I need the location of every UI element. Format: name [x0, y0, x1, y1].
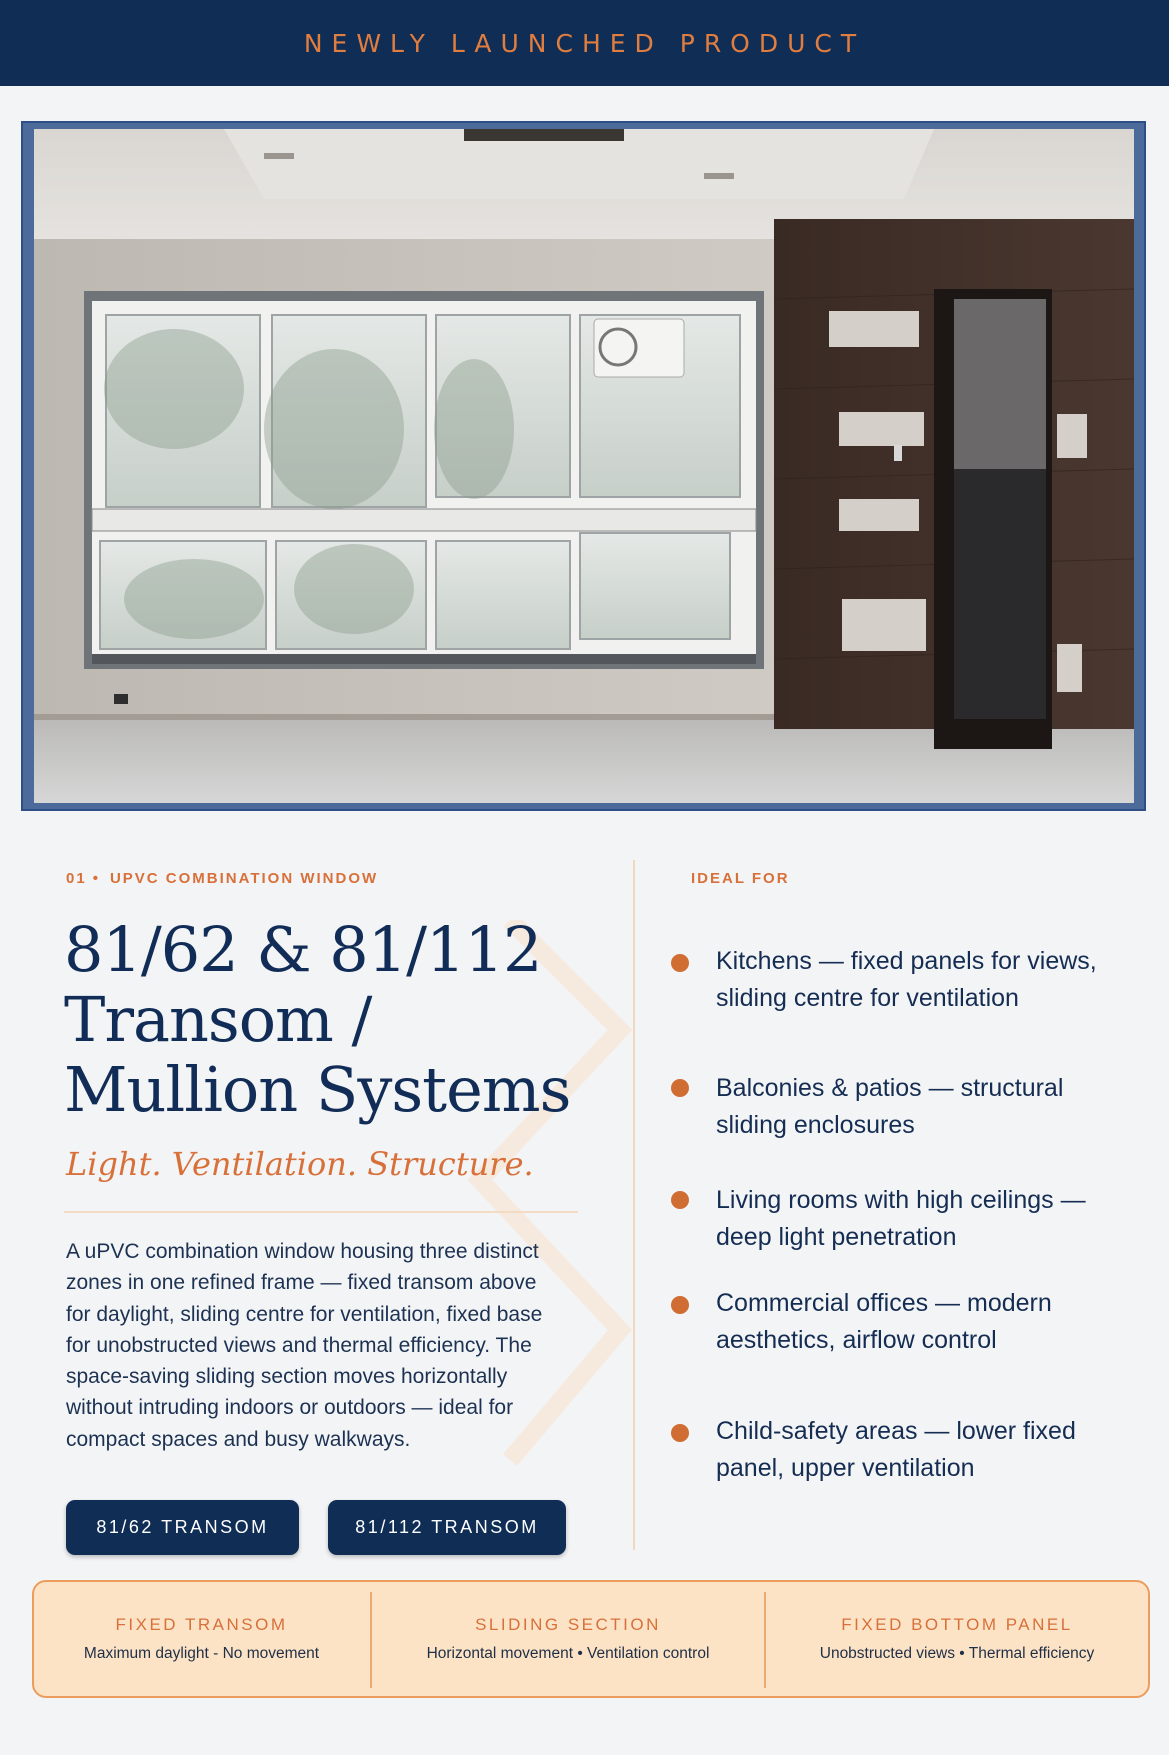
ideal-item-kitchens: Kitchens — fixed panels for views, sliding centre for ventilation: [716, 947, 1097, 1012]
feature-title: FIXED TRANSOM: [115, 1615, 288, 1634]
feature-subtitle: Horizontal movement • Ventilation control: [426, 1645, 710, 1662]
title-line-1: 81/62 & 81/112: [64, 913, 542, 986]
ideal-item-living-rooms: Living rooms with high ceilings — deep light penetration: [716, 1186, 1086, 1251]
feature-fixed-bottom-panel: [766, 1582, 1148, 1696]
features-panel: [32, 1580, 1150, 1698]
bullet-icon: [671, 1079, 689, 1097]
product-category: UPVC COMBINATION WINDOW: [109, 870, 379, 887]
product-eyebrow: [66, 870, 378, 887]
bullet-icon: [671, 954, 689, 972]
feature-subtitle: Unobstructed views • Thermal efficiency: [819, 1645, 1095, 1662]
feature-fixed-transom: [34, 1582, 369, 1696]
feature-subtitle: Maximum daylight - No movement: [83, 1645, 320, 1662]
bullet-icon: [671, 1424, 689, 1442]
ideal-item-child-safety: Child-safety areas — lower fixed panel, upper ventilation: [716, 1417, 1076, 1482]
bullet-icon: [671, 1191, 689, 1209]
eyebrow-separator: •: [92, 870, 100, 887]
section-divider: [64, 1211, 578, 1213]
ideal-item-balconies: Balconies & patios — structural sliding enclosures: [716, 1074, 1064, 1139]
title-line-2: Transom /: [64, 983, 372, 1056]
product-description: A uPVC combination window housing three distinct zones in one refined frame — fixed transom above for daylight, sliding centre for ventilation, fixed base for unobstructed views and thermal efficiency. The space-saving sliding section moves horizontally without intruding indoors or outdoors — ideal for compact spaces and busy walkways.: [66, 1240, 543, 1451]
ideal-for-label: IDEAL FOR: [691, 870, 790, 887]
product-number: 01: [66, 870, 87, 887]
column-divider: [633, 860, 635, 1550]
product-title: [64, 915, 624, 1125]
title-line-3: Mullion Systems: [64, 1053, 571, 1126]
feature-title: SLIDING SECTION: [475, 1615, 661, 1634]
feature-title: FIXED BOTTOM PANEL: [841, 1615, 1073, 1634]
feature-sliding-section: [372, 1582, 764, 1696]
header-title: NEWLY LAUNCHED PRODUCT: [303, 28, 866, 58]
product-photo: [34, 129, 1134, 803]
ideal-item-offices: Commercial offices — modern aesthetics, airflow control: [716, 1289, 1052, 1354]
product-tagline: Light. Ventilation. Structure.: [66, 1145, 534, 1183]
transom-81-62-button[interactable]: 81/62 TRANSOM: [66, 1500, 299, 1555]
transom-81-112-button[interactable]: 81/112 TRANSOM: [328, 1500, 566, 1555]
bullet-icon: [671, 1296, 689, 1314]
header-bar: [0, 0, 1169, 86]
